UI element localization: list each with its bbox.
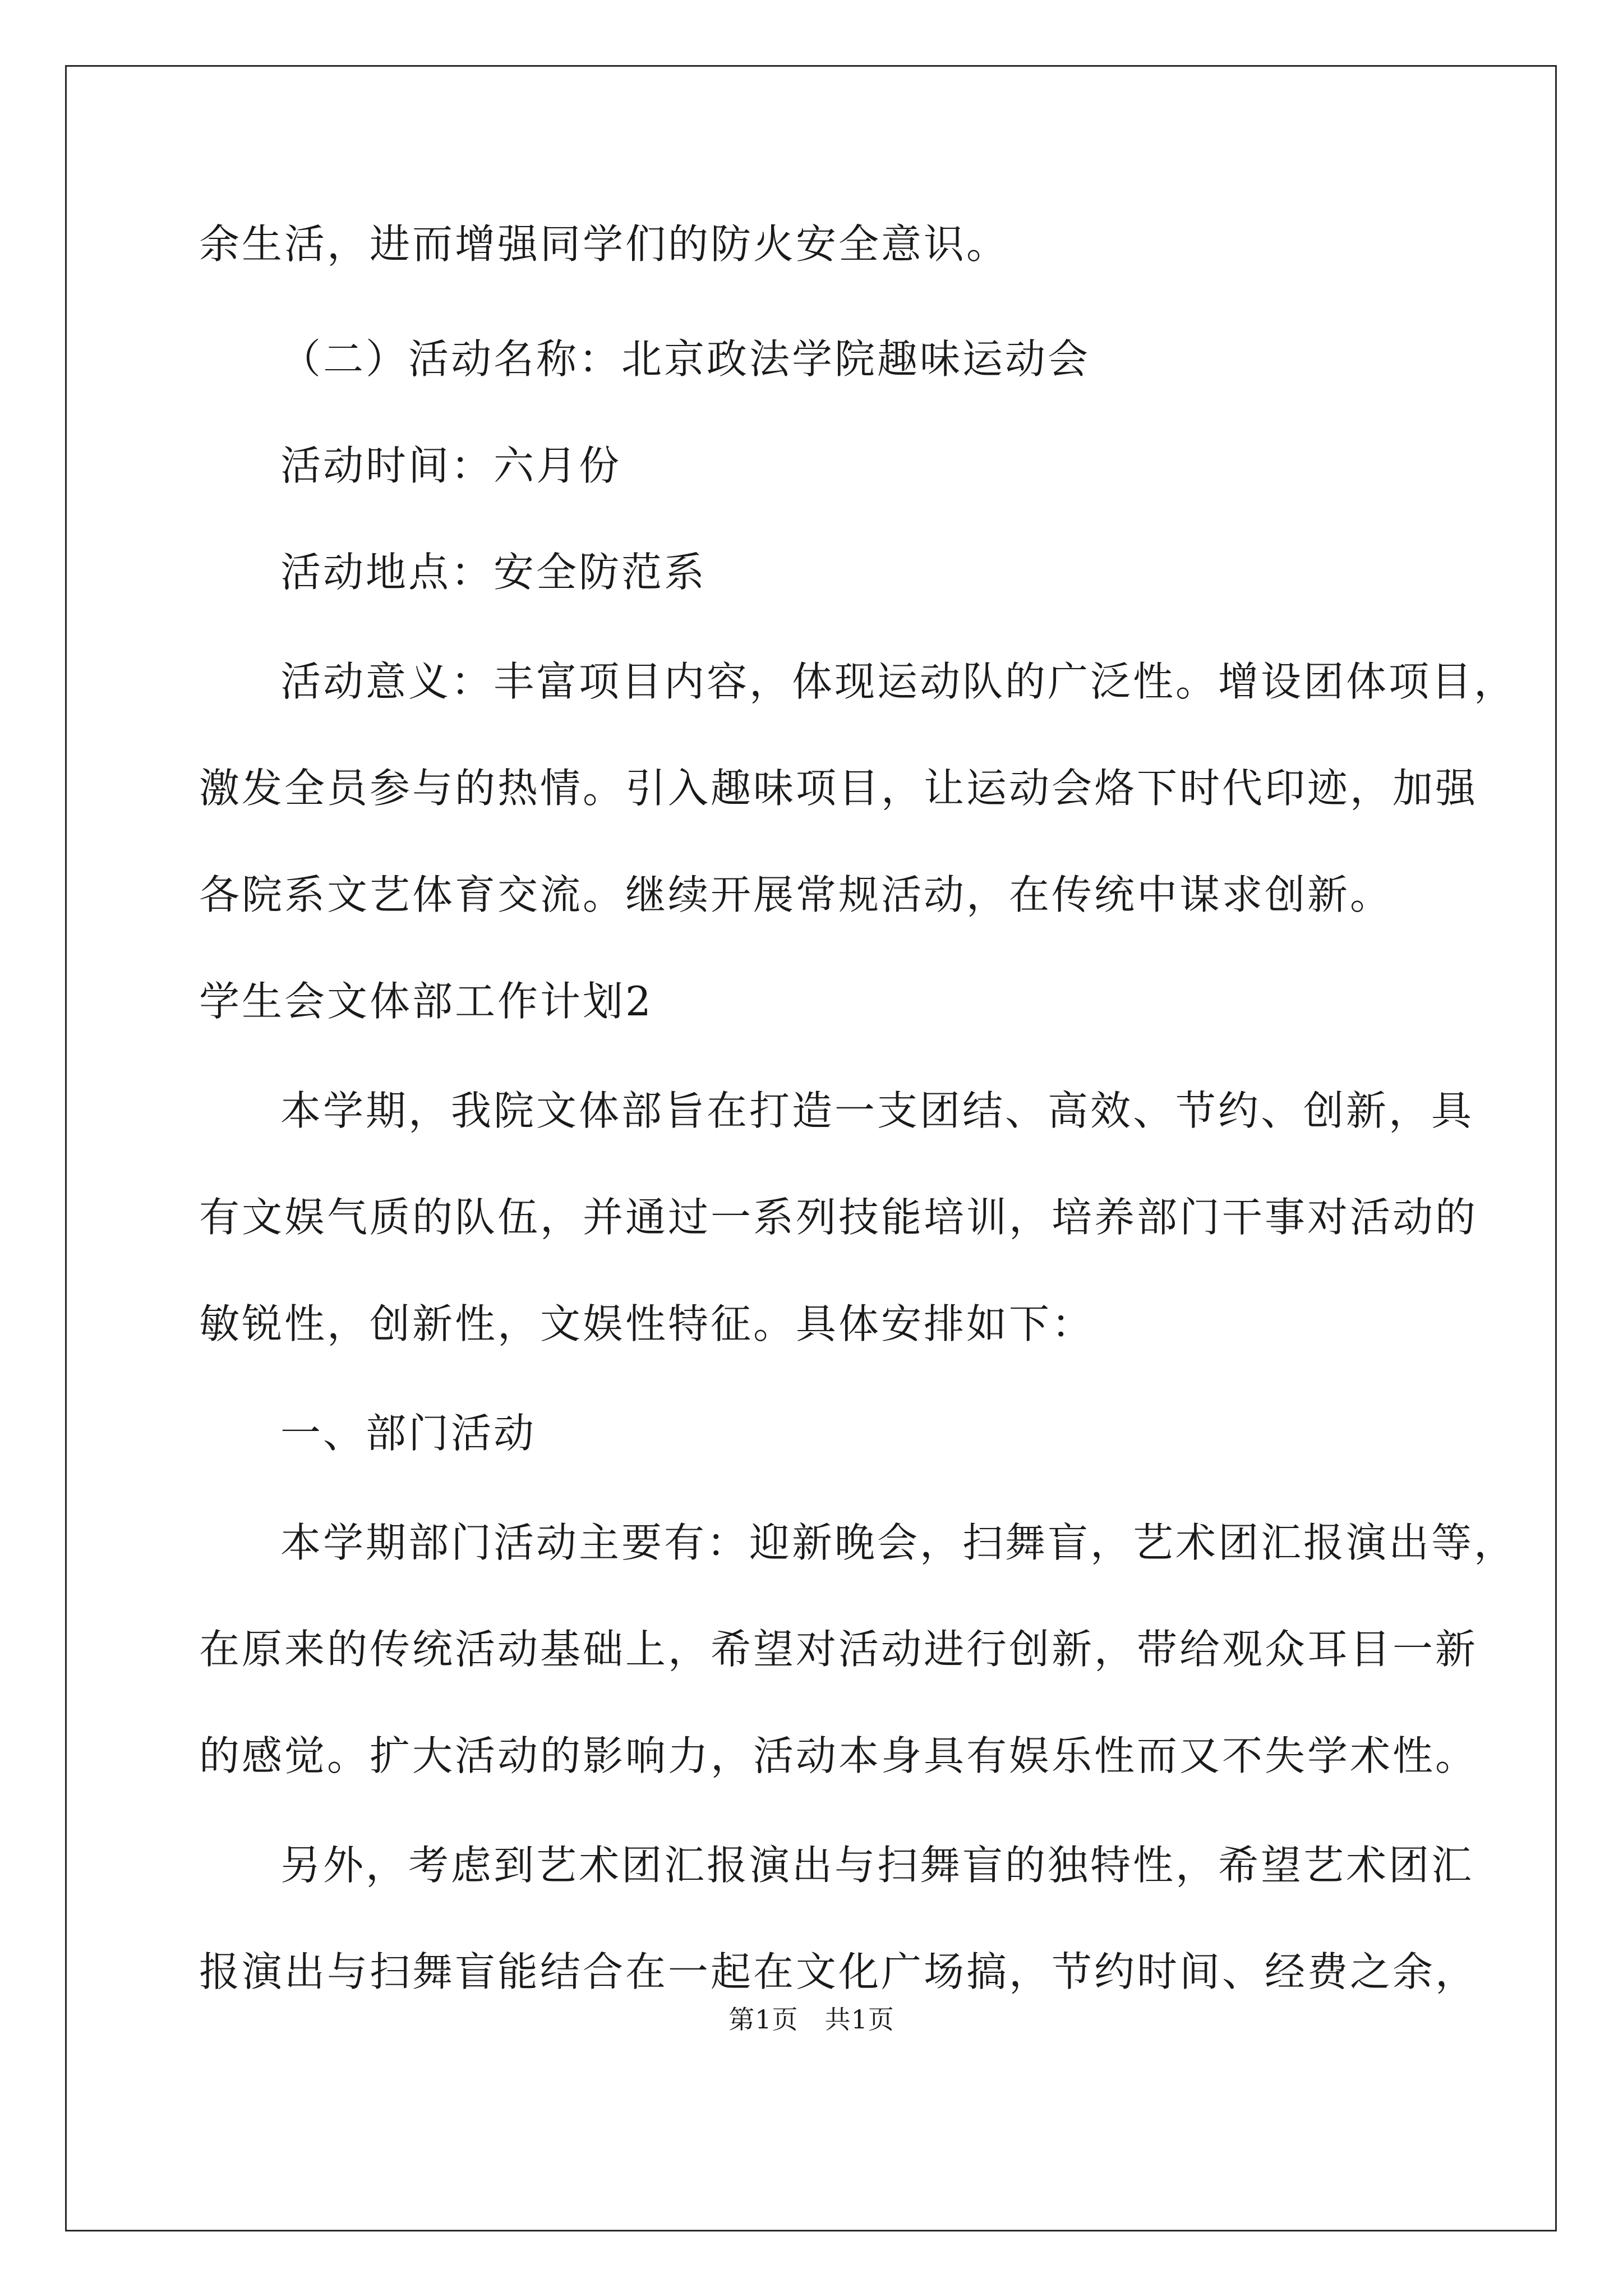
page-border: [65, 65, 1557, 2231]
section-heading: 学生会文体部工作计划2: [199, 978, 653, 1025]
text-line: 各院系文艺体育交流。继续开展常规活动，在传统中谋求创新。: [199, 871, 1393, 918]
text-line: 在原来的传统活动基础上，希望对活动进行创新，带给观众耳目一新: [199, 1626, 1478, 1673]
text-line: 活动地点：安全防范系: [280, 549, 707, 596]
text-line: 敏锐性，创新性，文娱性特征。具体安排如下：: [199, 1300, 1095, 1347]
text-line: 报演出与扫舞盲能结合在一起在文化广场搞，节约时间、经费之余，: [199, 1948, 1478, 1995]
text-line: 本学期部门活动主要有：迎新晚会，扫舞盲，艺术团汇报演出等，: [280, 1519, 1517, 1566]
subsection-heading: 一、部门活动: [280, 1410, 537, 1457]
text-line: 的感觉。扩大活动的影响力，活动本身具有娱乐性而又不失学术性。: [199, 1732, 1478, 1779]
text-line: 余生活，进而增强同学们的防火安全意识。: [199, 220, 1009, 268]
text-line: 活动意义：丰富项目内容，体现运动队的广泛性。增设团体项目，: [280, 658, 1517, 705]
text-line: （二）活动名称：北京政法学院趣味运动会: [280, 335, 1091, 383]
text-line: 本学期，我院文体部旨在打造一支团结、高效、节约、创新，具: [280, 1087, 1474, 1134]
text-line: 有文娱气质的队伍，并通过一系列技能培训，培养部门干事对活动的: [199, 1194, 1478, 1241]
text-line: 激发全员参与的热情。引入趣味项目，让运动会烙下时代印迹，加强: [199, 765, 1478, 812]
text-line: 另外，考虑到艺术团汇报演出与扫舞盲的独特性，希望艺术团汇: [280, 1842, 1474, 1889]
text-line: 活动时间：六月份: [280, 442, 622, 489]
page-number-footer: 第1页 共1页: [728, 2004, 895, 2035]
